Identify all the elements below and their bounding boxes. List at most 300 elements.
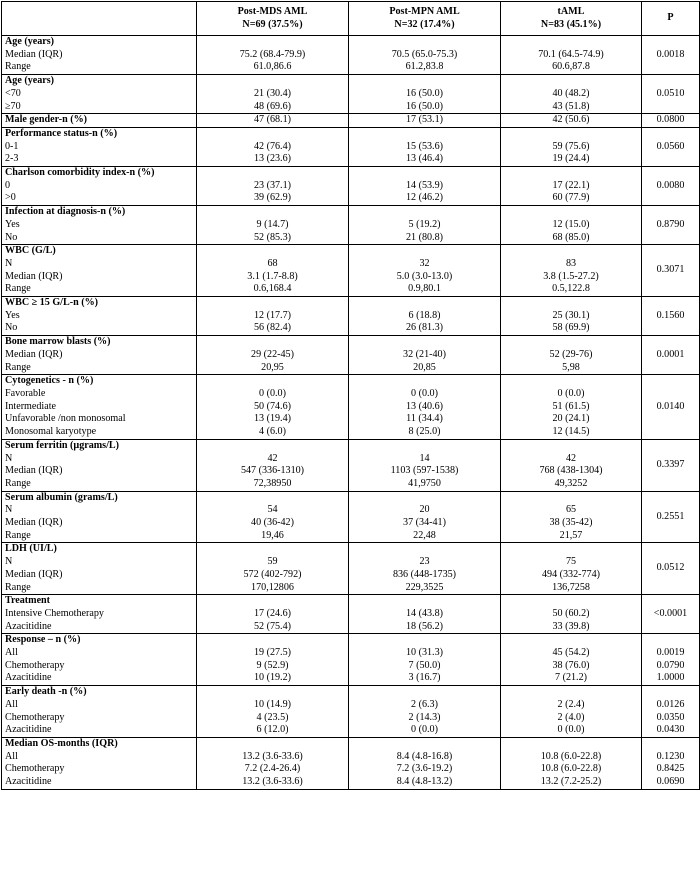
header-post-mds-aml <box>197 2 349 36</box>
taml-value: 49,3252 <box>554 477 588 489</box>
section-spacer <box>504 75 638 88</box>
taml-value-cell <box>501 127 642 166</box>
post-mpn-value-cell <box>349 127 501 166</box>
post-mpn-value-cell <box>349 297 501 336</box>
section-spacer <box>200 297 345 310</box>
taml-value: 10.8 (6.0-22.8) <box>540 750 602 762</box>
post-mds-value: 56 (82.4) <box>253 322 291 334</box>
post-mds-value: 572 (402-792) <box>243 568 302 580</box>
section-spacer <box>504 206 638 219</box>
row-label: Yes <box>5 218 20 230</box>
row-label-cell <box>2 491 197 543</box>
post-mds-value-cell <box>197 737 349 789</box>
p-value-cell <box>642 167 700 206</box>
taml-value: 58 (69.9) <box>552 322 590 334</box>
post-mds-value: 75.2 (68.4-79.9) <box>239 48 306 60</box>
p-value: 0.0800 <box>656 114 685 126</box>
post-mds-value: 48 (69.6) <box>253 100 291 112</box>
row-label: N <box>5 257 13 269</box>
post-mds-value: 13 (19.4) <box>253 413 291 425</box>
group-name: Post-MPN AML <box>389 5 460 17</box>
post-mpn-value-cell <box>349 75 501 114</box>
row-label: N <box>5 452 13 464</box>
section-title: Infection at diagnosis-n (%) <box>5 206 126 218</box>
section-spacer <box>200 75 345 88</box>
group-count: N=83 (45.1%) <box>540 18 602 30</box>
post-mds-value: 19 (27.5) <box>253 647 291 659</box>
post-mpn-value: 14 (53.9) <box>405 179 443 191</box>
post-mpn-value: 10 (31.3) <box>405 647 443 659</box>
row-label: Intermediate <box>5 400 57 412</box>
post-mds-value-cell <box>197 297 349 336</box>
section-spacer <box>200 36 345 49</box>
p-value: 0.0126 <box>656 698 685 710</box>
section-spacer <box>504 543 638 556</box>
post-mpn-value: 70.5 (65.0-75.3) <box>391 48 458 60</box>
table-row <box>2 75 700 114</box>
taml-value-cell <box>501 114 642 128</box>
section-title: Treatment <box>5 595 51 607</box>
post-mds-value: 42 (76.4) <box>253 140 291 152</box>
p-value: 0.8790 <box>656 218 685 230</box>
post-mpn-value: 14 <box>419 452 430 464</box>
row-label: <70 <box>5 87 21 99</box>
row-label: Median (IQR) <box>5 348 63 360</box>
p-value-cell <box>642 595 700 634</box>
post-mpn-value: 6 (18.8) <box>408 309 441 321</box>
p-value-cell <box>642 737 700 789</box>
p-value: 0.0510 <box>656 87 685 99</box>
row-label-cell <box>2 127 197 166</box>
post-mpn-value: 14 (43.8) <box>405 607 443 619</box>
section-title: WBC ≥ 15 G/L-n (%) <box>5 297 99 309</box>
p-value: 0.1560 <box>656 309 685 321</box>
row-label: Median (IQR) <box>5 48 63 60</box>
section-spacer <box>352 75 497 88</box>
post-mpn-value: 12 (46.2) <box>405 192 443 204</box>
section-title: Age (years) <box>5 36 55 47</box>
taml-value: 7 (21.2) <box>555 672 587 684</box>
p-value: 0.3071 <box>656 264 685 276</box>
post-mpn-value: 13 (40.6) <box>405 400 443 412</box>
row-label-cell <box>2 245 197 297</box>
post-mds-value: 3.1 (1.7-8.8) <box>247 270 298 282</box>
taml-value: 51 (61.5) <box>552 400 590 412</box>
post-mpn-value: 18 (56.2) <box>405 620 443 632</box>
row-label-cell <box>2 737 197 789</box>
row-label: Azacitidine <box>5 672 52 684</box>
row-label: All <box>5 698 18 710</box>
group-name: tAML <box>557 5 585 17</box>
post-mpn-value-cell <box>349 737 501 789</box>
taml-value: 494 (332-774) <box>541 568 601 580</box>
row-label: All <box>5 647 18 659</box>
taml-value: 0 (0.0) <box>557 724 585 736</box>
post-mds-value: 59 <box>267 556 278 568</box>
p-value: 0.0140 <box>656 400 685 412</box>
taml-value: 42 <box>565 452 577 464</box>
table-row <box>2 686 700 738</box>
section-spacer <box>352 297 497 310</box>
table-row <box>2 167 700 206</box>
post-mds-value: 68 <box>267 257 278 269</box>
row-label: Unfavorable /non monosomal <box>5 413 126 425</box>
taml-value-cell <box>501 245 642 297</box>
header-post-mpn-aml <box>349 2 501 36</box>
row-label: 0 <box>5 179 11 191</box>
taml-value: 50 (60.2) <box>552 607 590 619</box>
post-mds-value: 52 (75.4) <box>253 620 291 632</box>
section-spacer <box>504 375 638 388</box>
post-mds-value-cell <box>197 634 349 686</box>
post-mpn-value: 2 (6.3) <box>411 698 438 710</box>
p-value: 0.8425 <box>656 763 685 775</box>
taml-value: 13.2 (7.2-25.2) <box>540 776 602 788</box>
row-label: Range <box>5 529 31 541</box>
row-label: Range <box>5 283 31 295</box>
post-mds-value-cell <box>197 375 349 440</box>
taml-value-cell <box>501 336 642 375</box>
row-label-cell <box>2 75 197 114</box>
post-mds-value: 40 (36-42) <box>251 517 294 529</box>
row-label-cell <box>2 375 197 440</box>
post-mds-value: 72,38950 <box>253 477 292 489</box>
section-spacer <box>352 36 497 49</box>
taml-value: 12 (15.0) <box>552 218 590 230</box>
p-value-cell <box>642 127 700 166</box>
post-mds-value: 0.6,168.4 <box>253 283 292 295</box>
row-label: No <box>5 231 18 243</box>
section-spacer <box>200 167 345 180</box>
section-title: Early death -n (%) <box>5 686 87 698</box>
post-mpn-value: 22,48 <box>413 529 436 541</box>
section-title: Serum ferritin (µgrams/L) <box>5 439 120 451</box>
post-mpn-value: 17 (53.1) <box>405 114 443 126</box>
p-value: 0.2551 <box>656 510 685 522</box>
taml-value: 3.8 (1.5-27.2) <box>543 270 599 282</box>
section-spacer <box>352 336 497 349</box>
post-mds-value-cell <box>197 114 349 128</box>
taml-value: 2 (4.0) <box>557 711 585 723</box>
post-mpn-value-cell <box>349 543 501 595</box>
taml-value-cell <box>501 595 642 634</box>
row-label: Yes <box>5 309 20 321</box>
taml-value: 12 (14.5) <box>552 426 590 438</box>
header-p-value: P <box>642 2 700 36</box>
taml-value: 0 (0.0) <box>557 387 585 399</box>
post-mds-value: 10 (19.2) <box>253 672 291 684</box>
post-mpn-value-cell <box>349 336 501 375</box>
post-mpn-value: 5 (19.2) <box>408 218 441 230</box>
section-spacer <box>200 595 345 608</box>
section-spacer <box>352 128 497 141</box>
row-label-cell <box>2 36 197 75</box>
post-mds-value: 20,95 <box>261 361 284 373</box>
p-value: 0.1230 <box>656 750 685 762</box>
post-mpn-value: 16 (50.0) <box>405 100 443 112</box>
post-mpn-value: 8 (25.0) <box>408 426 441 438</box>
post-mpn-value: 1103 (597-1538) <box>390 465 459 477</box>
p-value-cell <box>642 491 700 543</box>
post-mds-value: 4 (6.0) <box>259 426 286 438</box>
post-mpn-value: 37 (34-41) <box>403 517 446 529</box>
p-value-cell <box>642 297 700 336</box>
header-label-cell <box>2 2 197 36</box>
p-value: 0.0019 <box>656 647 685 659</box>
taml-value: 17 (22.1) <box>552 179 590 191</box>
post-mds-value: 54 <box>267 504 278 516</box>
row-label: No <box>5 322 18 334</box>
taml-value-cell <box>501 439 642 491</box>
taml-value: 45 (54.2) <box>552 647 590 659</box>
p-value-cell <box>642 439 700 491</box>
p-value-cell <box>642 245 700 297</box>
post-mpn-value: 20,85 <box>413 361 436 373</box>
taml-value-cell <box>501 36 642 75</box>
p-value-cell <box>642 114 700 128</box>
section-title: LDH (UI/L) <box>5 543 57 555</box>
section-spacer <box>504 738 638 751</box>
p-value: 0.0018 <box>656 48 685 60</box>
row-label: Range <box>5 581 31 593</box>
post-mpn-value: 13 (46.4) <box>405 153 443 165</box>
post-mpn-value-cell <box>349 686 501 738</box>
table-row <box>2 245 700 297</box>
taml-value: 20 (24.1) <box>552 413 590 425</box>
post-mds-value: 39 (62.9) <box>253 192 291 204</box>
taml-value: 2 (2.4) <box>557 698 585 710</box>
section-spacer <box>200 375 345 388</box>
taml-value: 83 <box>565 257 577 269</box>
header-taml <box>501 2 642 36</box>
post-mpn-value-cell <box>349 375 501 440</box>
post-mpn-value-cell <box>349 36 501 75</box>
row-label: Range <box>5 361 31 373</box>
p-value: 0.0001 <box>656 348 685 360</box>
taml-value-cell <box>501 375 642 440</box>
table-row <box>2 206 700 245</box>
post-mds-value: 0 (0.0) <box>259 387 286 399</box>
post-mds-value: 7.2 (2.4-26.4) <box>244 763 301 775</box>
row-label-cell <box>2 114 197 128</box>
p-value: 0.0790 <box>656 659 685 671</box>
taml-value: 136,7258 <box>552 581 590 593</box>
section-title: Charlson comorbidity index-n (%) <box>5 167 155 179</box>
post-mpn-value: 20 <box>419 504 430 516</box>
post-mds-value: 13 (23.6) <box>253 153 291 165</box>
post-mds-value-cell <box>197 491 349 543</box>
post-mds-value-cell <box>197 245 349 297</box>
post-mds-value: 47 (68.1) <box>253 114 291 126</box>
p-value: <0.0001 <box>653 607 688 619</box>
row-label-cell <box>2 297 197 336</box>
post-mpn-value: 229,3525 <box>405 581 444 593</box>
section-spacer <box>352 595 497 608</box>
section-spacer <box>352 206 497 219</box>
post-mpn-value: 7 (50.0) <box>408 659 441 671</box>
section-spacer <box>645 738 696 751</box>
section-spacer <box>352 245 497 258</box>
group-count: N=32 (17.4%) <box>394 18 455 30</box>
row-label-cell <box>2 543 197 595</box>
p-value: 0.3397 <box>656 458 685 470</box>
post-mpn-value: 5.0 (3.0-13.0) <box>396 270 453 282</box>
p-value-cell <box>642 634 700 686</box>
taml-value-cell <box>501 206 642 245</box>
taml-value-cell <box>501 686 642 738</box>
taml-value: 43 (51.8) <box>552 100 590 112</box>
post-mds-value-cell <box>197 595 349 634</box>
row-label: 0-1 <box>5 140 19 152</box>
p-value: 0.0690 <box>656 776 685 788</box>
post-mds-value-cell <box>197 206 349 245</box>
group-count: N=69 (37.5%) <box>242 18 303 30</box>
table-body <box>2 36 700 790</box>
baseline-characteristics-table <box>1 1 700 790</box>
post-mds-value: 29 (22-45) <box>251 348 294 360</box>
post-mpn-value: 11 (34.4) <box>406 413 443 425</box>
taml-value: 52 (29-76) <box>549 348 593 360</box>
p-value: 0.0512 <box>656 562 685 574</box>
section-spacer <box>352 440 497 453</box>
p-value-cell <box>642 75 700 114</box>
row-label: Chemotherapy <box>5 763 65 775</box>
table-row <box>2 595 700 634</box>
p-value-cell <box>642 543 700 595</box>
post-mds-value: 61.0,86.6 <box>253 61 292 73</box>
section-spacer <box>645 686 696 699</box>
row-label: N <box>5 556 13 568</box>
section-spacer <box>352 375 497 388</box>
row-label: Median (IQR) <box>5 568 63 580</box>
taml-value-cell <box>501 75 642 114</box>
post-mpn-value: 2 (14.3) <box>408 711 441 723</box>
post-mds-value: 10 (14.9) <box>253 698 291 710</box>
section-spacer <box>504 336 638 349</box>
post-mds-value: 17 (24.6) <box>253 607 291 619</box>
row-label: Azacitidine <box>5 724 52 736</box>
taml-value: 38 (35-42) <box>549 517 593 529</box>
post-mpn-value: 3 (16.7) <box>408 672 441 684</box>
post-mpn-value: 61.2,83.8 <box>405 61 444 73</box>
row-label-cell <box>2 439 197 491</box>
row-label: >0 <box>5 192 16 204</box>
row-label: 2-3 <box>5 153 19 165</box>
post-mds-value-cell <box>197 167 349 206</box>
p-value-cell <box>642 206 700 245</box>
row-label: Favorable <box>5 387 46 399</box>
post-mpn-value: 0 (0.0) <box>411 724 438 736</box>
section-title: Age (years) <box>5 75 55 87</box>
row-label: Median (IQR) <box>5 465 63 477</box>
table-row <box>2 114 700 128</box>
taml-value: 0.5,122.8 <box>552 283 590 295</box>
section-spacer <box>200 128 345 141</box>
post-mpn-value-cell <box>349 439 501 491</box>
post-mds-value: 42 <box>267 452 278 464</box>
taml-value-cell <box>501 167 642 206</box>
post-mpn-value: 15 (53.6) <box>405 140 443 152</box>
post-mpn-value: 836 (448-1735) <box>392 568 457 580</box>
taml-value: 59 (75.6) <box>552 140 590 152</box>
row-label-cell <box>2 686 197 738</box>
section-spacer <box>352 738 497 751</box>
p-value-cell <box>642 375 700 440</box>
table-row <box>2 336 700 375</box>
section-spacer <box>200 492 345 505</box>
post-mds-value: 13.2 (3.6-33.6) <box>242 750 303 762</box>
taml-value: 40 (48.2) <box>552 87 590 99</box>
p-value-cell <box>642 336 700 375</box>
table-row <box>2 36 700 75</box>
row-label-cell <box>2 206 197 245</box>
section-spacer <box>504 686 638 699</box>
post-mds-value: 52 (85.3) <box>253 231 291 243</box>
p-value-cell <box>642 36 700 75</box>
section-spacer <box>352 686 497 699</box>
post-mds-value: 21 (30.4) <box>253 87 291 99</box>
post-mds-value-cell <box>197 686 349 738</box>
section-title: WBC (G/L) <box>5 245 56 257</box>
taml-value: 38 (76.0) <box>552 659 590 671</box>
taml-value: 33 (39.8) <box>552 620 590 632</box>
section-spacer <box>504 634 638 647</box>
row-label-cell <box>2 595 197 634</box>
section-title: Male gender-n (%) <box>5 114 88 126</box>
post-mds-value-cell <box>197 439 349 491</box>
post-mds-value: 12 (17.7) <box>253 309 291 321</box>
section-spacer <box>352 167 497 180</box>
post-mds-value-cell <box>197 336 349 375</box>
section-spacer <box>200 738 345 751</box>
section-spacer <box>504 128 638 141</box>
taml-value: 60.6,87.8 <box>552 61 590 73</box>
taml-value: 10.8 (6.0-22.8) <box>540 763 602 775</box>
taml-value: 21,57 <box>559 529 583 541</box>
header-row <box>2 2 700 36</box>
post-mpn-value: 41,9750 <box>408 477 441 489</box>
post-mds-value: 4 (23.5) <box>256 711 289 723</box>
section-spacer <box>645 634 696 647</box>
post-mpn-value: 7.2 (3.6-19.2) <box>396 763 453 775</box>
taml-value: 60 (77.9) <box>552 192 590 204</box>
p-value: 0.0080 <box>656 179 685 191</box>
row-label: ≥70 <box>5 100 21 112</box>
post-mds-value-cell <box>197 36 349 75</box>
section-spacer <box>200 440 345 453</box>
table-row <box>2 634 700 686</box>
section-title: Performance status-n (%) <box>5 127 118 139</box>
section-spacer <box>504 595 638 608</box>
row-label: Chemotherapy <box>5 711 65 723</box>
post-mds-value: 50 (74.6) <box>253 400 291 412</box>
row-label: Azacitidine <box>5 620 52 632</box>
row-label: Range <box>5 477 31 489</box>
section-spacer <box>504 167 638 180</box>
post-mds-value-cell <box>197 543 349 595</box>
post-mds-value: 547 (336-1310) <box>240 465 305 477</box>
taml-value-cell <box>501 634 642 686</box>
post-mpn-value: 32 <box>419 257 430 269</box>
post-mds-value-cell <box>197 127 349 166</box>
section-spacer <box>504 440 638 453</box>
section-title: Response – n (%) <box>5 634 81 646</box>
post-mpn-value: 23 <box>419 556 430 568</box>
taml-value: 19 (24.4) <box>552 153 590 165</box>
taml-value-cell <box>501 543 642 595</box>
taml-value: 5,98 <box>562 361 580 373</box>
row-label: N <box>5 504 13 516</box>
